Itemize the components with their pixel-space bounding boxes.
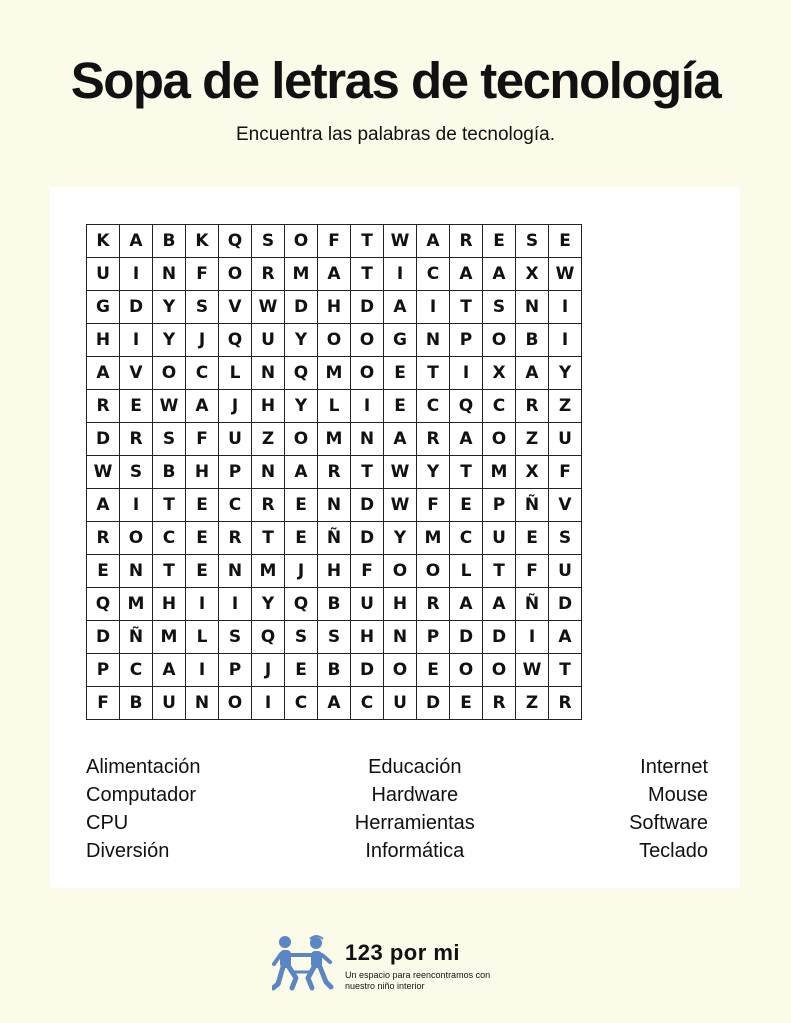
grid-cell: B — [120, 687, 153, 720]
grid-cell: P — [87, 654, 120, 687]
grid-cell: I — [186, 588, 219, 621]
grid-cell: I — [417, 291, 450, 324]
grid-cell: E — [450, 687, 483, 720]
grid-cell: N — [153, 258, 186, 291]
children-playing-icon — [272, 934, 334, 992]
grid-cell: E — [384, 357, 417, 390]
grid-cell: F — [186, 258, 219, 291]
grid-cell: T — [351, 258, 384, 291]
grid-cell: E — [186, 522, 219, 555]
word-item: CPU — [86, 812, 129, 834]
grid-cell: Y — [153, 324, 186, 357]
grid-cell: C — [450, 522, 483, 555]
grid-cell: E — [483, 225, 516, 258]
grid-cell: F — [186, 423, 219, 456]
word-item: Mouse — [647, 784, 708, 806]
grid-cell: S — [285, 621, 318, 654]
grid-cell: L — [450, 555, 483, 588]
grid-cell: P — [219, 456, 252, 489]
word-item: Herramientas — [354, 812, 475, 834]
grid-cell: X — [516, 456, 549, 489]
grid-row — [87, 258, 582, 291]
grid-cell: X — [516, 258, 549, 291]
grid-cell: Ñ — [120, 621, 153, 654]
grid-cell: I — [252, 687, 285, 720]
grid-cell: W — [384, 225, 417, 258]
grid-cell: B — [318, 654, 351, 687]
grid-cell: Q — [252, 621, 285, 654]
grid-cell: Q — [219, 324, 252, 357]
grid-cell: F — [549, 456, 582, 489]
grid-cell: D — [351, 489, 384, 522]
grid-cell: Y — [549, 357, 582, 390]
grid-cell: D — [285, 291, 318, 324]
grid-cell: W — [384, 456, 417, 489]
grid-cell: C — [351, 687, 384, 720]
brand-tagline: Un espacio para reencontramos con nuestro niño interior — [345, 970, 491, 991]
grid-cell: Y — [384, 522, 417, 555]
grid-cell: A — [483, 258, 516, 291]
grid-cell: U — [549, 423, 582, 456]
grid-cell: F — [318, 225, 351, 258]
grid-cell: B — [153, 225, 186, 258]
grid-cell: J — [219, 390, 252, 423]
grid-cell: D — [351, 291, 384, 324]
grid-cell: P — [219, 654, 252, 687]
grid-cell: H — [351, 621, 384, 654]
grid-cell: R — [450, 225, 483, 258]
grid-cell: S — [153, 423, 186, 456]
grid-cell: C — [483, 390, 516, 423]
grid-cell: U — [87, 258, 120, 291]
grid-cell: E — [417, 654, 450, 687]
grid-cell: O — [219, 687, 252, 720]
brand-name: 123 por mi — [345, 940, 461, 965]
grid-cell: E — [186, 489, 219, 522]
grid-cell: Z — [252, 423, 285, 456]
grid-cell: E — [384, 390, 417, 423]
grid-row — [87, 357, 582, 390]
grid-cell: T — [351, 456, 384, 489]
grid-cell: U — [219, 423, 252, 456]
grid-cell: H — [318, 291, 351, 324]
grid-cell: A — [87, 489, 120, 522]
grid-row — [87, 588, 582, 621]
grid-row — [87, 687, 582, 720]
grid-cell: E — [186, 555, 219, 588]
grid-cell: E — [285, 654, 318, 687]
grid-cell: J — [252, 654, 285, 687]
grid-cell: B — [153, 456, 186, 489]
grid-cell: U — [549, 555, 582, 588]
grid-cell: O — [483, 324, 516, 357]
grid-cell: A — [120, 225, 153, 258]
word-item: Diversión — [86, 840, 170, 862]
grid-cell: T — [252, 522, 285, 555]
grid-cell: M — [252, 555, 285, 588]
page-subtitle: Encuentra las palabras de tecnología. — [236, 124, 555, 145]
grid-cell: Y — [285, 390, 318, 423]
grid-cell: D — [450, 621, 483, 654]
grid-cell: Z — [516, 687, 549, 720]
grid-row — [87, 621, 582, 654]
grid-cell: O — [285, 225, 318, 258]
brand-logo — [272, 934, 512, 994]
grid-cell: C — [417, 258, 450, 291]
grid-cell: G — [87, 291, 120, 324]
grid-cell: Ñ — [318, 522, 351, 555]
grid-cell: I — [120, 324, 153, 357]
grid-cell: P — [450, 324, 483, 357]
grid-cell: O — [483, 654, 516, 687]
grid-cell: A — [549, 621, 582, 654]
grid-cell: S — [549, 522, 582, 555]
grid-cell: R — [417, 423, 450, 456]
word-item: Teclado — [639, 840, 708, 862]
grid-cell: E — [285, 489, 318, 522]
grid-cell: K — [186, 225, 219, 258]
grid-cell: O — [219, 258, 252, 291]
word-list — [86, 753, 708, 865]
grid-cell: H — [318, 555, 351, 588]
grid-cell: V — [549, 489, 582, 522]
grid-cell: Z — [549, 390, 582, 423]
word-item: Hardware — [371, 784, 459, 806]
grid-row — [87, 225, 582, 258]
grid-cell: Y — [153, 291, 186, 324]
grid-cell: E — [285, 522, 318, 555]
grid-cell: R — [549, 687, 582, 720]
word-column-2 — [355, 753, 475, 865]
grid-cell: R — [318, 456, 351, 489]
grid-cell: P — [417, 621, 450, 654]
grid-cell: A — [318, 687, 351, 720]
grid-cell: D — [417, 687, 450, 720]
grid-cell: I — [351, 390, 384, 423]
grid-cell: U — [384, 687, 417, 720]
grid-cell: U — [153, 687, 186, 720]
grid-cell: M — [483, 456, 516, 489]
grid-cell: C — [186, 357, 219, 390]
grid-cell: T — [153, 555, 186, 588]
grid-cell: W — [252, 291, 285, 324]
grid-cell: D — [351, 654, 384, 687]
grid-cell: I — [186, 654, 219, 687]
grid-cell: F — [516, 555, 549, 588]
grid-cell: E — [120, 390, 153, 423]
grid-cell: S — [186, 291, 219, 324]
grid-cell: A — [516, 357, 549, 390]
grid-cell: C — [120, 654, 153, 687]
word-column-1 — [86, 753, 201, 865]
grid-cell: I — [120, 489, 153, 522]
grid-cell: Q — [285, 588, 318, 621]
grid-cell: N — [120, 555, 153, 588]
grid-cell: U — [483, 522, 516, 555]
grid-cell: A — [87, 357, 120, 390]
grid-cell: W — [153, 390, 186, 423]
grid-cell: D — [549, 588, 582, 621]
grid-cell: Y — [285, 324, 318, 357]
grid-cell: S — [252, 225, 285, 258]
grid-cell: U — [351, 588, 384, 621]
grid-cell: A — [318, 258, 351, 291]
grid-cell: E — [516, 522, 549, 555]
grid-cell: O — [384, 555, 417, 588]
grid-row — [87, 654, 582, 687]
grid-cell: N — [351, 423, 384, 456]
grid-cell: R — [87, 390, 120, 423]
grid-cell: M — [318, 357, 351, 390]
grid-cell: W — [384, 489, 417, 522]
grid-cell: C — [153, 522, 186, 555]
word-column-3 — [629, 753, 708, 865]
grid-cell: R — [219, 522, 252, 555]
word-item: Educación — [368, 756, 462, 778]
grid-cell: N — [219, 555, 252, 588]
grid-cell: O — [120, 522, 153, 555]
word-item: Informática — [365, 840, 465, 862]
grid-cell: A — [153, 654, 186, 687]
grid-cell: A — [285, 456, 318, 489]
grid-cell: T — [450, 291, 483, 324]
grid-cell: M — [120, 588, 153, 621]
grid-cell: G — [384, 324, 417, 357]
grid-cell: U — [252, 324, 285, 357]
grid-cell: H — [384, 588, 417, 621]
grid-cell: B — [516, 324, 549, 357]
grid-cell: Y — [417, 456, 450, 489]
word-item: Software — [629, 812, 708, 834]
grid-cell: E — [450, 489, 483, 522]
grid-cell: M — [153, 621, 186, 654]
grid-cell: C — [219, 489, 252, 522]
word-item: Alimentación — [86, 756, 201, 778]
grid-cell: F — [351, 555, 384, 588]
grid-cell: D — [87, 423, 120, 456]
grid-cell: N — [318, 489, 351, 522]
grid-row — [87, 291, 582, 324]
grid-cell: H — [252, 390, 285, 423]
grid-cell: Q — [285, 357, 318, 390]
grid-cell: L — [219, 357, 252, 390]
grid-cell: O — [153, 357, 186, 390]
grid-cell: O — [318, 324, 351, 357]
grid-cell: M — [318, 423, 351, 456]
grid-cell: C — [417, 390, 450, 423]
grid-cell: R — [87, 522, 120, 555]
grid-cell: A — [186, 390, 219, 423]
grid-cell: D — [87, 621, 120, 654]
grid-cell: T — [450, 456, 483, 489]
grid-cell: O — [351, 357, 384, 390]
grid-cell: Ñ — [516, 588, 549, 621]
grid-cell: R — [483, 687, 516, 720]
letter-grid — [86, 224, 582, 720]
page-title: Sopa de letras de tecnología — [70, 52, 721, 109]
grid-cell: A — [384, 291, 417, 324]
grid-cell: D — [483, 621, 516, 654]
grid-cell: T — [549, 654, 582, 687]
grid-cell: D — [351, 522, 384, 555]
grid-cell: S — [318, 621, 351, 654]
grid-cell: T — [153, 489, 186, 522]
grid-cell: S — [483, 291, 516, 324]
grid-cell: I — [219, 588, 252, 621]
grid-row — [87, 555, 582, 588]
grid-cell: L — [318, 390, 351, 423]
grid-cell: N — [252, 456, 285, 489]
grid-cell: O — [285, 423, 318, 456]
grid-cell: E — [549, 225, 582, 258]
grid-cell: I — [384, 258, 417, 291]
grid-cell: V — [120, 357, 153, 390]
grid-cell: I — [120, 258, 153, 291]
grid-cell: A — [483, 588, 516, 621]
grid-cell: M — [417, 522, 450, 555]
grid-cell: J — [186, 324, 219, 357]
grid-cell: N — [384, 621, 417, 654]
grid-cell: S — [219, 621, 252, 654]
grid-cell: A — [450, 588, 483, 621]
grid-cell: Z — [516, 423, 549, 456]
grid-cell: P — [483, 489, 516, 522]
grid-row — [87, 522, 582, 555]
grid-cell: F — [417, 489, 450, 522]
grid-cell: R — [252, 489, 285, 522]
grid-cell: Q — [87, 588, 120, 621]
grid-cell: F — [87, 687, 120, 720]
grid-cell: S — [120, 456, 153, 489]
grid-cell: N — [252, 357, 285, 390]
grid-cell: O — [417, 555, 450, 588]
grid-cell: H — [153, 588, 186, 621]
grid-cell: V — [219, 291, 252, 324]
grid-cell: L — [186, 621, 219, 654]
grid-cell: O — [351, 324, 384, 357]
grid-cell: R — [120, 423, 153, 456]
grid-row — [87, 390, 582, 423]
grid-cell: I — [549, 291, 582, 324]
grid-cell: W — [516, 654, 549, 687]
grid-cell: I — [516, 621, 549, 654]
grid-cell: T — [417, 357, 450, 390]
grid-row — [87, 423, 582, 456]
grid-cell: O — [384, 654, 417, 687]
grid-cell: W — [87, 456, 120, 489]
grid-cell: I — [549, 324, 582, 357]
grid-cell: S — [516, 225, 549, 258]
grid-cell: X — [483, 357, 516, 390]
puzzle-card — [50, 187, 740, 888]
grid-row — [87, 456, 582, 489]
grid-row — [87, 324, 582, 357]
grid-cell: H — [186, 456, 219, 489]
word-item: Internet — [640, 756, 708, 778]
grid-cell: A — [450, 423, 483, 456]
grid-cell: O — [450, 654, 483, 687]
grid-row — [87, 489, 582, 522]
grid-cell: N — [186, 687, 219, 720]
grid-cell: R — [516, 390, 549, 423]
grid-cell: A — [384, 423, 417, 456]
grid-cell: A — [450, 258, 483, 291]
grid-cell: T — [483, 555, 516, 588]
grid-cell: T — [351, 225, 384, 258]
grid-cell: R — [417, 588, 450, 621]
grid-cell: A — [417, 225, 450, 258]
grid-cell: Y — [252, 588, 285, 621]
grid-cell: O — [483, 423, 516, 456]
grid-cell: Ñ — [516, 489, 549, 522]
grid-cell: Q — [450, 390, 483, 423]
grid-cell: H — [87, 324, 120, 357]
grid-cell: B — [318, 588, 351, 621]
grid-cell: C — [285, 687, 318, 720]
grid-cell: N — [417, 324, 450, 357]
grid-cell: R — [252, 258, 285, 291]
grid-cell: I — [450, 357, 483, 390]
grid-cell: W — [549, 258, 582, 291]
grid-cell: D — [120, 291, 153, 324]
word-item: Computador — [86, 784, 197, 806]
grid-cell: N — [516, 291, 549, 324]
grid-cell: E — [87, 555, 120, 588]
grid-cell: K — [87, 225, 120, 258]
grid-cell: J — [285, 555, 318, 588]
grid-cell: Q — [219, 225, 252, 258]
grid-cell: M — [285, 258, 318, 291]
